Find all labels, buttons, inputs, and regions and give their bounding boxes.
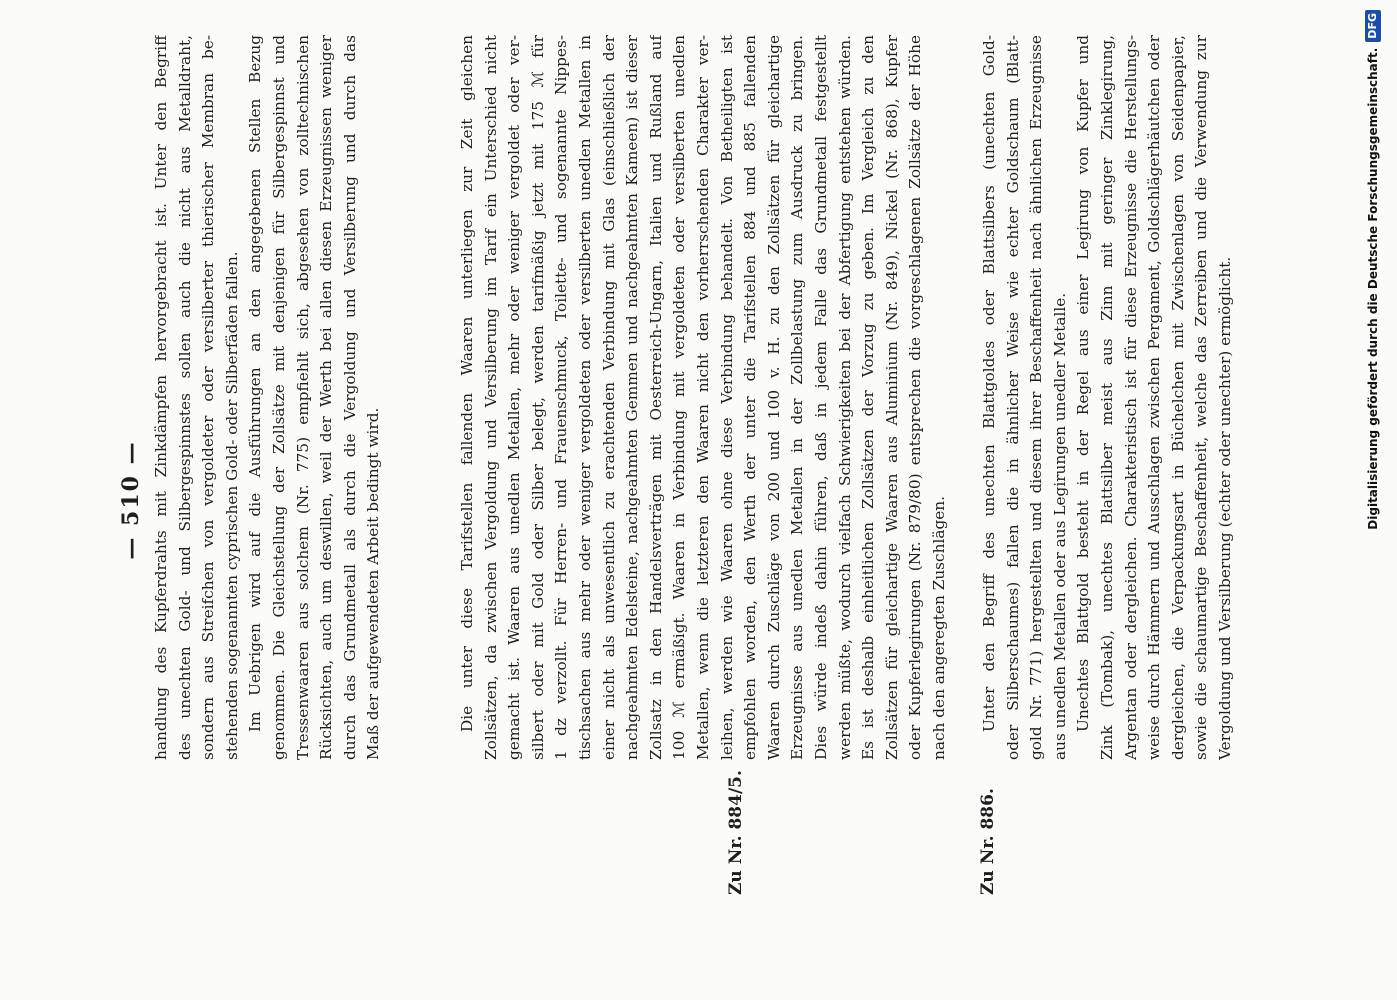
section-884-text [456,35,951,760]
continuation-text [150,35,386,760]
text-line: gemacht ist. Waaren aus unedlen Metallen, mehr oder weniger vergoldet oder ver- [505,35,524,760]
text-line: Zollsätzen, da zwischen Vergoldung und Versilberung im Tarif ein Unterschied nicht [481,35,500,760]
text-line: oder Kupferlegirungen (Nr. 879/80) entsprechen die vorgeschlagenen Zollsätze der Höhe [906,35,925,760]
dfg-credit-text: Digitalisierung gefördert durch die Deutsche Forschungsgemeinschaft. [1366,47,1380,530]
text-line: gold Nr. 771) hergestellten und diesem ihrer Beschaffenheit nach ähnlichen Erzeugnisse [1027,35,1046,760]
page-number: — 510 — [118,440,144,560]
text-line: handlung des Kupferdrahts mit Zinkdämpfen hervorgebracht ist. Unter den Begriff [152,35,170,760]
text-line: Waaren durch Zuschläge von 200 und 100 v. H. zu den Zollsätzen für gleichartige [764,35,783,760]
text-line: Rücksichten, auch um deswillen, weil der Werth bei allen diesen Erzeugnissen weniger [317,35,336,760]
text-line: Tressenwaaren aus solchem (Nr. 775) empfiehlt sich, abgesehen von zolltechnischen [293,35,312,760]
text-line: einer nicht als unwesentlich zu erachtenden Verbindung mit Glas (einschließlich der [599,35,618,760]
section-heading: Zu Nr. 886. [978,788,998,895]
text-line: Maß der aufgewendeten Arbeit bedingt wird. [364,407,383,760]
text-line: tischsachen aus mehr oder weniger vergoldeten oder versilberten unedlen Metallen in [575,35,594,760]
section-886-text [978,35,1238,760]
text-line: 100 ℳ ermäßigt. Waaren in Verbindung mit vergoldeten oder versilberten unedlen [670,35,689,760]
text-line: Zollsatz in den Handelsverträgen mit Oesterreich-Ungarn, Italien und Rußland auf [646,35,665,760]
text-line: 1 dz verzollt. Für Herren- und Frauenschmuck, Toilette- und sogenannte Nippes- [552,35,571,760]
text-line: Die unter diese Tarifstellen fallenden Waaren unterliegen zur Zeit gleichen [458,35,476,732]
text-line: empfohlen worden, den Werth der unter die Tarifstellen 884 und 885 fallenden [741,35,760,760]
text-line: aus unedlen Metallen oder aus Legirungen unedler Metalle. [1050,292,1069,760]
text-line: Metallen, wenn die letzteren den Waaren nicht den vorherrschenden Charakter ver- [693,35,712,760]
text-line: Unter den Begriff des unechten Blattgoldes oder Blattsilbers (unechten Gold- [980,35,998,732]
text-line: Es ist deshalb einheitlichen Zollsätzen der Vorzug zu geben. Im Vergleich zu den [859,35,878,760]
text-line: Zollsätzen für gleichartige Waaren aus Aluminium (Nr. 849), Nickel (Nr. 868), Kupfer [882,35,901,760]
text-line: silbert oder mit Gold oder Silber belegt, werden tarifmäßig jetzt mit 175 ℳ für [528,35,547,760]
text-line: des unechten Gold- und Silbergespinnstes sollen auch die nicht aus Metalldraht, [175,35,194,760]
text-line: sondern aus Streifchen von vergoldeter oder versilberter thierischer Membran be- [199,35,218,760]
dfg-logo: DFG [1365,10,1381,42]
text-line: Dies würde indeß dahin führen, daß in jedem Falle das Grundmetall festgestellt [811,35,830,760]
text-line: Zink (Tombak), unechtes Blattsilber meist aus Zinn mit geringer Zinklegirung, [1097,35,1116,760]
text-line: Erzeugnisse aus unedlen Metallen in der Zollbelastung zum Ausdruck zu bringen. [788,35,807,760]
dfg-credit [1360,10,1386,990]
text-line: Vergoldung und Versilberung (echter oder unechter) ermöglicht. [1215,256,1234,760]
text-line: dergleichen, die Verpackungsart in Büchelchen mit Zwischenlagen von Seidenpapier, [1168,35,1187,760]
text-line: nach den angeregten Zuschlägen. [929,495,948,760]
text-line: oder Silberschaumes) fallen die in ähnlicher Weise wie echter Goldschaum (Blatt- [1003,35,1022,760]
text-line: weise durch Hämmern und Ausschlagen zwischen Pergament, Goldschlägerhäutchen oder [1145,35,1164,760]
text-line: sowie die schaumartige Beschaffenheit, welche das Zerreiben und die Verwendung zur [1192,35,1211,760]
text-line: stehenden sogenannten cyprischen Gold- oder Silberfäden fallen. [222,251,241,760]
text-line: Argentan oder dergleichen. Charakteristisch ist für diese Erzeugnisse die Herstellungs- [1121,35,1140,760]
section-heading: Zu Nr. 884/5. [726,770,746,895]
text-line: durch das Grundmetall als durch die Vergoldung und Versilberung und durch das [340,35,359,760]
text-line: Im Uebrigen wird auf die Ausführungen an den angegebenen Stellen Bezug [246,35,265,732]
text-line: nachgeahmten Edelsteine, nachgeahmten Gemmen und nachgeahmten Kameen) ist dieser [623,35,642,760]
text-line: Unechtes Blattgold besteht in der Regel aus einer Legirung von Kupfer und [1074,35,1093,732]
text-line: leihen, werden wie Waaren ohne diese Verbindung behandelt. Von Betheiligten ist [717,35,736,760]
text-line: werden müßte, wodurch vielfach Schwierigkeiten bei der Abfertigung entstehen würden. [835,35,854,760]
text-line: genommen. Die Gleichstellung der Zollsätze mit denjenigen für Silbergespinnst und [269,35,288,760]
